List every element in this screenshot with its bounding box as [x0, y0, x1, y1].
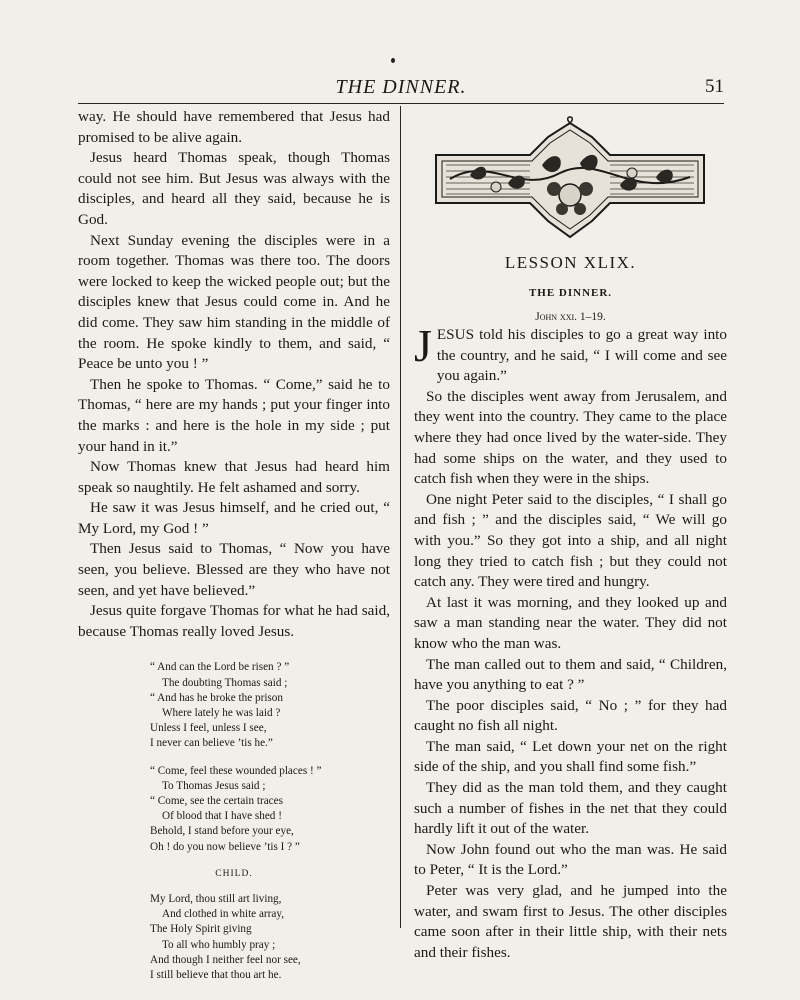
drop-cap: J — [414, 320, 432, 371]
hymn-line: “ And has he broke the prison — [150, 691, 283, 704]
paragraph: way. He should have remembered that Jesus had promised to be alive again. — [78, 108, 390, 146]
hymn-line: I never can believe ’tis he.” — [150, 737, 273, 750]
paragraph: Now Thomas knew that Jesus had heard him speak so naughtily. He felt ashamed and sorry. — [78, 458, 390, 496]
hymn-line: And clothed in white array, — [162, 908, 284, 921]
hymn-stanza — [150, 892, 390, 983]
hymn-line: I still believe that thou art he. — [150, 969, 282, 982]
scripture-reference: John xxi. 1–19. — [535, 311, 606, 323]
paragraph: Now John found out who the man was. He said to Peter, “ It is the Lord.” — [414, 840, 727, 879]
hymn-line: Oh ! do you now believe ’tis I ? ” — [150, 840, 300, 853]
column-divider — [400, 106, 401, 928]
paragraph: Then he spoke to Thomas. “ Come,” said he to Thomas, “ here are my hands ; put your finger into the marks : and here is the hole in my side ; put your hand in it.” — [78, 375, 390, 455]
hymn-line: “ Come, feel these wounded places ! ” — [150, 764, 322, 777]
hymn-line: My Lord, thou still art living, — [150, 893, 282, 906]
running-title: THE DINNER. — [335, 76, 467, 98]
lesson-title: LESSON XLIX. — [504, 253, 637, 272]
ink-speck — [391, 58, 395, 63]
paragraph: The poor disciples said, “ No ; ” for they had caught no fish all night. — [414, 696, 727, 735]
hymn-line: Behold, I stand before your eye, — [150, 825, 294, 838]
paragraph: The man said, “ Let down your net on the right side of the ship, and you shall find some fish.” — [414, 737, 727, 776]
hymn-line: The Holy Spirit giving — [150, 923, 252, 936]
page-header — [78, 76, 724, 102]
hymn-stanza — [150, 660, 390, 751]
hymn-line: To Thomas Jesus said ; — [162, 779, 266, 792]
hymn-line: Unless I feel, unless I see, — [150, 722, 267, 735]
header-rule — [78, 103, 724, 104]
paragraph: Then Jesus said to Thomas, “ Now you have seen, you believe. Blessed are they who have not seen, and yet have believed.” — [78, 540, 390, 599]
hymn-line: And though I neither feel nor see, — [150, 953, 301, 966]
paragraph: Jesus quite forgave Thomas for what he had said, because Thomas really loved Jesus. — [78, 602, 390, 640]
hymn-line: “ And can the Lord be risen ? ” — [150, 661, 290, 674]
paragraph: Peter was very glad, and he jumped into the water, and swam first to Jesus. The other disciples came soon after in their little ship, with their nets and their fishes. — [414, 882, 727, 961]
lesson-subtitle: THE DINNER. — [528, 287, 613, 299]
hymn-line: To all who humbly pray ; — [162, 938, 276, 951]
paragraph: The man called out to them and said, “ Children, have you anything to eat ? ” — [414, 655, 727, 694]
paragraph: So the disciples went away from Jerusalem, and they went into the country. They came to the place where they had once lived by the water-side. They had some ships on the water, and they used to catch fish when they were in the ships. — [414, 387, 727, 488]
left-column — [78, 107, 390, 995]
hymn-line: Where lately he was laid ? — [162, 707, 281, 720]
headpiece-ornament — [430, 115, 710, 243]
right-column — [414, 107, 727, 963]
paragraph: Jesus heard Thomas speak, though Thomas could not see him. But Jesus was always with the disciples, and heard all they said, because he is God. — [78, 149, 390, 228]
paragraph: At last it was morning, and they looked up and saw a man standing near the water. They did not know who the man was. — [414, 593, 727, 652]
opening-paragraph — [414, 320, 727, 387]
hymn-line: “ Come, see the certain traces — [150, 795, 283, 808]
hymn-stanza — [150, 764, 390, 855]
paragraph: One night Peter said to the disciples, “ I shall go and fish ; ” and the disciples said, “ We will go with you.” So they got into a ship, and all night long they tried to catch fish ; but they could not catch any. They were tired and hungry. — [414, 490, 727, 591]
page-number: 51 — [705, 76, 724, 97]
hymn-line: Of blood that I have shed ! — [162, 810, 282, 823]
paragraph: Next Sunday evening the disciples were in a room together. Thomas was there too. The doors were locked to keep the wicked people out; but the disciples knew that Jesus could come in. And he did come. They saw him standing in the middle of the room. He spoke kindly to them, and said, “ Peace be unto you ! ” — [78, 231, 390, 373]
hymn-heading: CHILD. — [215, 868, 253, 879]
hymn-line: The doubting Thomas said ; — [162, 676, 288, 689]
paragraph: They did as the man told them, and they caught such a number of fishes in the net that they could hardly lift it out of the water. — [414, 779, 727, 838]
hymn — [78, 660, 390, 983]
paragraph: He saw it was Jesus himself, and he cried out, “ My Lord, my God ! ” — [78, 499, 390, 537]
opening-text: ESUS told his disciples to go a great way into the country, and he said, “ I will come and see you again.” — [436, 326, 727, 385]
